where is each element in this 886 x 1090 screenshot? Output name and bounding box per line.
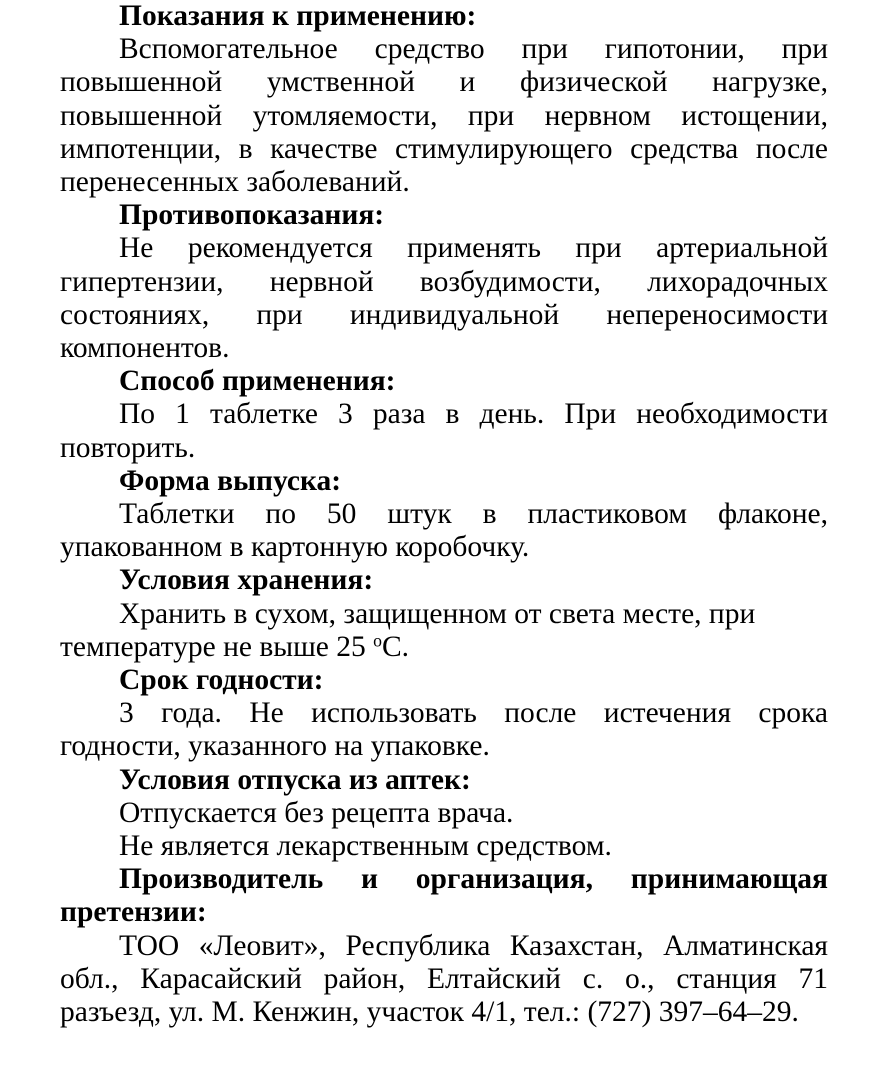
section-heading: Противопоказания: xyxy=(119,199,385,232)
section-heading: Способ применения: xyxy=(119,365,396,398)
section-paragraph: Таблетки по 50 штук в пластиковом флаконе, упакованном в картонную коробочку. xyxy=(60,498,828,564)
section-paragraph: Вспомогательное средство при гипотонии, при повышенной умственной и физической нагрузке, повышенной утомляемости, при нервном истощении, импотенции, в качестве стимулирующего средства после перенесенных заболеваний. xyxy=(60,33,828,199)
section-heading: Срок годности: xyxy=(119,664,324,697)
section-heading: Производитель и организация, принимающая претензии: xyxy=(60,863,828,929)
document-page xyxy=(60,0,828,1029)
section-indications xyxy=(60,0,828,199)
section-paragraph xyxy=(60,598,828,664)
section-manufacturer xyxy=(60,863,828,1029)
section-dispensing xyxy=(60,764,828,864)
degree-symbol: o xyxy=(373,630,382,651)
section-dosage xyxy=(60,365,828,465)
section-paragraph: Не рекомендуется применять при артериальной гипертензии, нервной возбудимости, лихорадочных состояниях, при индивидуальной непереносимости компонентов. xyxy=(60,232,828,365)
section-heading: Форма выпуска: xyxy=(119,464,342,497)
section-heading: Показания к применению: xyxy=(119,0,477,32)
section-release-form xyxy=(60,465,828,565)
section-paragraph: По 1 таблетке 3 раза в день. При необходимости повторить. xyxy=(60,398,828,464)
section-paragraph: Не является лекарственным средством. xyxy=(119,830,612,863)
section-shelf-life xyxy=(60,664,828,764)
section-heading: Условия отпуска из аптек: xyxy=(119,763,471,796)
storage-text: Хранить в сухом, защищенном от света месте, при температуре не выше 25 xyxy=(60,597,756,663)
section-storage xyxy=(60,564,828,664)
section-paragraph: Отпускается без рецепта врача. xyxy=(119,796,514,829)
section-paragraph: ТОО «Леовит», Республика Казахстан, Алматинская обл., Карасайский район, Елтайский с. о., станция 71 разъезд, ул. М. Кенжин, участок 4/1, тел.: (727) 397–64–29. xyxy=(60,929,828,1029)
section-paragraph: 3 года. Не использовать после истечения срока годности, указанного на упаковке. xyxy=(60,697,828,763)
section-contraindications xyxy=(60,199,828,365)
temperature-unit: С. xyxy=(382,630,410,663)
section-heading: Условия хранения: xyxy=(119,564,374,597)
